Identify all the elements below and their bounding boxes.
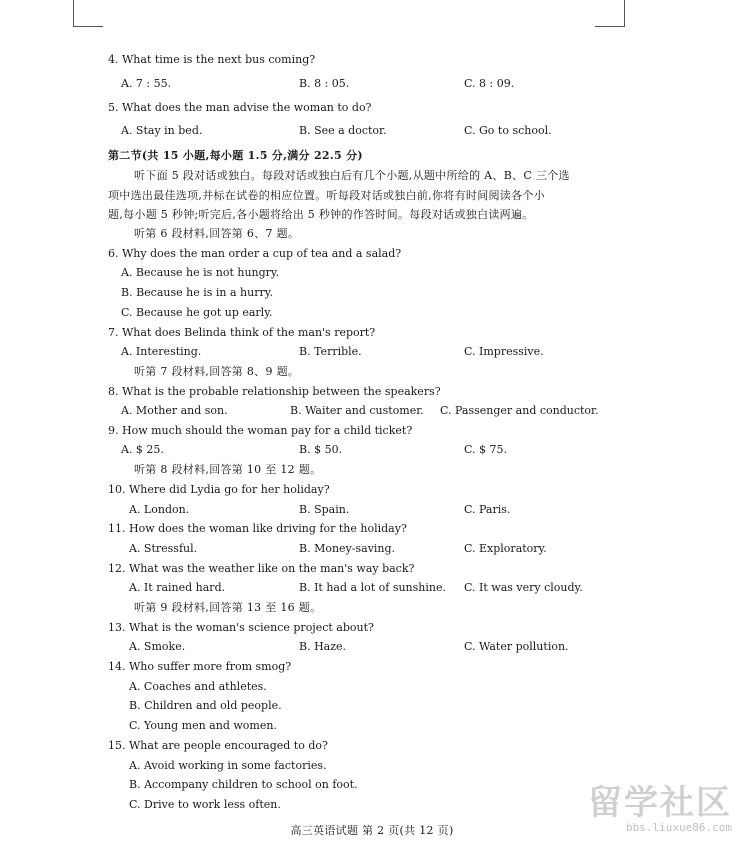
q4-option-a: A. 7 : 55.	[121, 77, 172, 90]
q11-option-c: C. Exploratory.	[464, 542, 547, 555]
section-2-heading: 第二节(共 15 小题,每小题 1.5 分,满分 22.5 分)	[108, 149, 363, 162]
q6-option-c: C. Because he got up early.	[121, 306, 273, 319]
q10-option-c: C. Paris.	[464, 503, 511, 516]
crop-mark-right-horizontal	[595, 26, 625, 27]
question-11: 11. How does the woman like driving for the holiday?	[108, 522, 407, 535]
q12-option-a: A. It rained hard.	[129, 581, 226, 594]
q14-option-c: C. Young men and women.	[129, 719, 277, 732]
q13-option-c: C. Water pollution.	[464, 640, 569, 653]
watermark-url: bbs.liuxue86.com	[626, 821, 732, 834]
q10-option-a: A. London.	[129, 503, 190, 516]
section-2-instruction-line-2: 项中选出最佳选项,并标在试卷的相应位置。听每段对话或独白前,你将有时间阅读各个小	[108, 189, 545, 202]
q14-option-a: A. Coaches and athletes.	[129, 680, 267, 693]
question-15: 15. What are people encouraged to do?	[108, 739, 328, 752]
material-9-note: 听第 9 段材料,回答第 13 至 16 题。	[134, 601, 322, 614]
q10-option-b: B. Spain.	[299, 503, 350, 516]
q11-option-b: B. Money-saving.	[299, 542, 396, 555]
q5-option-c: C. Go to school.	[464, 124, 552, 137]
q15-option-c: C. Drive to work less often.	[129, 798, 281, 811]
material-7-note: 听第 7 段材料,回答第 8、9 题。	[134, 365, 300, 378]
q6-option-b: B. Because he is in a hurry.	[121, 286, 273, 299]
section-2-instruction-line-1: 听下面 5 段对话或独白。每段对话或独白后有几个小题,从题中所给的 A、B、C 三个选	[134, 169, 570, 182]
question-12: 12. What was the weather like on the man's way back?	[108, 562, 415, 575]
material-8-note: 听第 8 段材料,回答第 10 至 12 题。	[134, 463, 322, 476]
question-7: 7. What does Belinda think of the man's report?	[108, 326, 376, 339]
watermark	[588, 785, 732, 834]
question-6: 6. Why does the man order a cup of tea and a salad?	[108, 247, 402, 260]
q7-option-a: A. Interesting.	[121, 345, 202, 358]
question-10: 10. Where did Lydia go for her holiday?	[108, 483, 330, 496]
crop-mark-left-vertical	[73, 0, 74, 26]
material-6-note: 听第 6 段材料,回答第 6、7 题。	[134, 227, 300, 240]
q9-option-c: C. $ 75.	[464, 443, 508, 456]
question-4: 4. What time is the next bus coming?	[108, 53, 316, 66]
crop-mark-left-horizontal	[73, 26, 103, 27]
q7-option-b: B. Terrible.	[299, 345, 362, 358]
q8-option-b: B. Waiter and customer.	[290, 404, 424, 417]
q4-option-b: B. 8 : 05.	[299, 77, 350, 90]
question-5: 5. What does the man advise the woman to do?	[108, 101, 372, 114]
q6-option-a: A. Because he is not hungry.	[121, 266, 280, 279]
q14-option-b: B. Children and old people.	[129, 699, 282, 712]
question-14: 14. Who suffer more from smog?	[108, 660, 292, 673]
q7-option-c: C. Impressive.	[464, 345, 544, 358]
q12-option-c: C. It was very cloudy.	[464, 581, 583, 594]
page-footer: 高三英语试题 第 2 页(共 12 页)	[290, 824, 454, 837]
q12-option-b: B. It had a lot of sunshine.	[299, 581, 446, 594]
q15-option-a: A. Avoid working in some factories.	[129, 759, 327, 772]
q8-option-c: C. Passenger and conductor.	[440, 404, 599, 417]
q11-option-a: A. Stressful.	[129, 542, 198, 555]
q9-option-a: A. $ 25.	[121, 443, 164, 456]
question-8: 8. What is the probable relationship between the speakers?	[108, 385, 441, 398]
question-9: 9. How much should the woman pay for a child ticket?	[108, 424, 413, 437]
question-13: 13. What is the woman's science project about?	[108, 621, 374, 634]
crop-mark-right-vertical	[624, 0, 625, 26]
q15-option-b: B. Accompany children to school on foot.	[129, 778, 358, 791]
q5-option-b: B. See a doctor.	[299, 124, 387, 137]
section-2-instruction-line-3: 题,每小题 5 秒钟;听完后,各小题将给出 5 秒钟的作答时间。每段对话或独白读两遍。	[108, 208, 534, 221]
q9-option-b: B. $ 50.	[299, 443, 343, 456]
q13-option-a: A. Smoke.	[129, 640, 186, 653]
q4-option-c: C. 8 : 09.	[464, 77, 515, 90]
q13-option-b: B. Haze.	[299, 640, 347, 653]
q5-option-a: A. Stay in bed.	[121, 124, 203, 137]
watermark-logo-text: 留学社区	[588, 783, 732, 823]
q8-option-a: A. Mother and son.	[121, 404, 228, 417]
